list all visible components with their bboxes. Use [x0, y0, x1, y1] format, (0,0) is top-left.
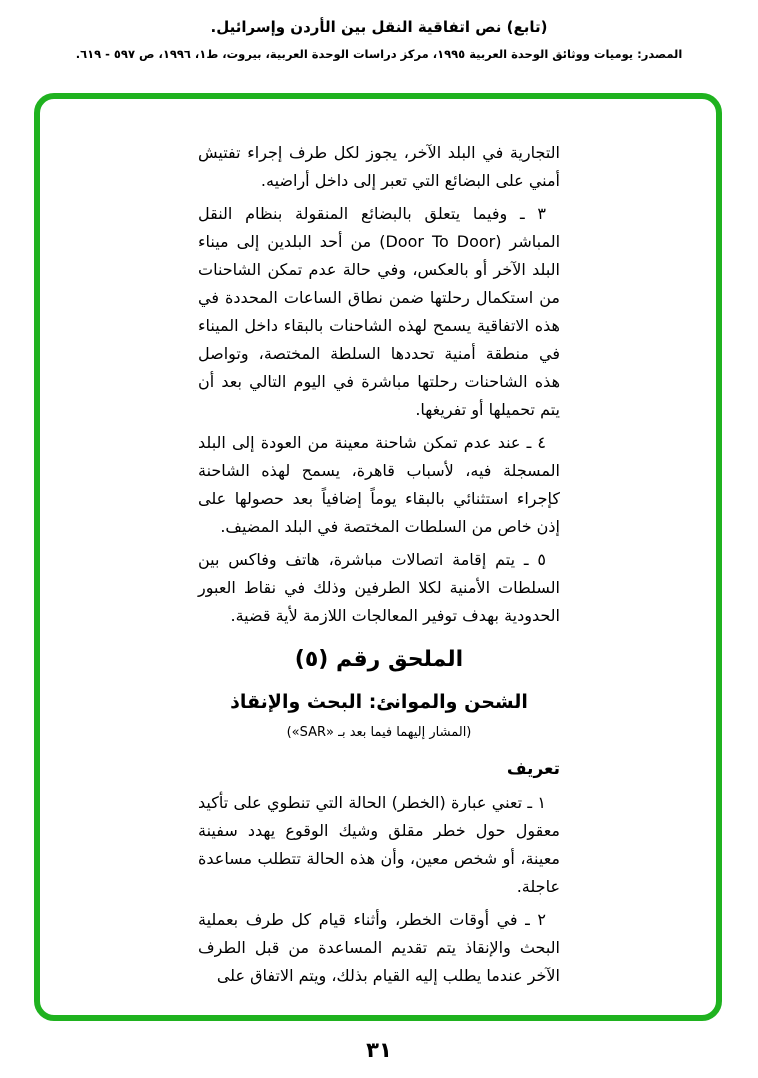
page-header [0, 0, 758, 61]
document-body [40, 99, 716, 990]
paragraph-item-4: ٤ ـ عند عدم تمكن شاحنة معينة من العودة إلى البلد المسجلة فيه، لأسباب قاهرة، يسمح لهذه الشاحنة كإجراء استثنائي بالبقاء يوماً إضافياً بعد حصولها على إذن خاص من السلطات المختصة في البلد المضيف. [198, 433, 560, 536]
paragraph-item-5: ٥ ـ يتم إقامة اتصالات مباشرة، هاتف وفاكس بين السلطات الأمنية لكلا الطرفين وذلك في نقاط العبور الحدودية بهدف توفير المعالجات اللازمة لأية قضية. [198, 550, 560, 625]
definition-paragraph-2: ٢ ـ في أوقات الخطر، وأثناء قيام كل طرف بعملية البحث والإنقاذ يتم تقديم المساعدة من قبل الطرف الآخر عندما يطلب إليه القيام بذلك، ويتم الاتفاق على [198, 910, 560, 985]
document-title: (تابع) نص اتفاقية النقل بين الأردن وإسرائيل. [210, 18, 548, 36]
page-number: ٣١ [366, 1038, 392, 1062]
section-heading: الشحن والموانئ: البحث والإنقاذ [230, 691, 528, 713]
definition-paragraph-1: ١ ـ تعني عبارة (الخطر) الحالة التي تنطوي على تأكيد معقول حول خطر مقلق وشيك الوقوع يهدد سفينة معينة، أو شخص معين، وأن هذه الحالة تتطلب مساعدة عاجلة. [198, 793, 560, 896]
annex-heading: الملحق رقم (٥) [294, 647, 464, 672]
document-source-line: المصدر: يوميات ووثائق الوحدة العربية ١٩٩٥، مركز دراسات الوحدة العربية، بيروت، ط١، ١٩٩٦، ص ٥٩٧ - ٦١٩. [75, 47, 683, 61]
paragraph-continuation: التجارية في البلد الآخر، يجوز لكل طرف إجراء تفتيش أمني على البضائع التي تعبر إلى داخل أراضيه. [198, 143, 560, 190]
content-border-frame [34, 93, 722, 1021]
paragraph-item-3: ٣ ـ وفيما يتعلق بالبضائع المنقولة بنظام النقل المباشر (Door To Door) من أحد البلدين إلى ميناء البلد الآخر أو بالعكس، وفي حالة عدم تمكن الشاحنات من استكمال رحلتها ضمن نطاق الساعات المحددة في هذه الاتفاقية يسمح لهذه الشاحنات بالبقاء داخل الميناء في منطقة أمنية تحددها السلطة المختصة، وتواصل هذه الشاحنات رحلتها مباشرة في اليوم التالي بعد أن يتم تحميلها أو تفريغها. [198, 204, 561, 419]
definition-heading: تعريف [506, 759, 560, 779]
section-abbreviation-note: (المشار إليهما فيما بعد بـ «SAR») [286, 725, 472, 740]
